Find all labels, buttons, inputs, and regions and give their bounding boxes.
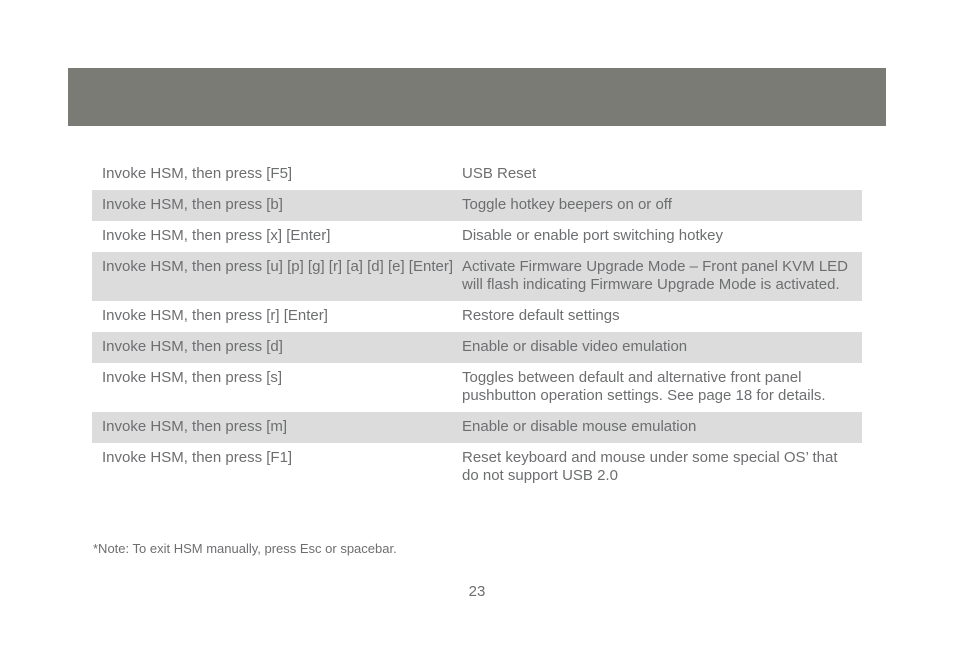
function-cell: Enable or disable mouse emulation	[462, 418, 697, 435]
hotkey-cell: Invoke HSM, then press [u] [p] [g] [r] [a] [d] [e] [Enter]	[102, 258, 453, 275]
table-row	[92, 443, 862, 492]
function-cell: Toggle hotkey beepers on or off	[462, 196, 672, 213]
hotkey-cell: Invoke HSM, then press [s]	[102, 369, 283, 386]
hotkey-cell: Invoke HSM, then press [b]	[102, 196, 283, 213]
hotkey-cell: Invoke HSM, then press [F1]	[102, 449, 293, 466]
hotkey-cell: Invoke HSM, then press [x] [Enter]	[102, 227, 331, 244]
table-row	[92, 363, 862, 412]
header-bar	[68, 68, 886, 126]
table-row	[92, 159, 862, 190]
function-cell: Reset keyboard and mouse under some special OS’ that do not support USB 2.0	[462, 449, 838, 484]
table-row	[92, 252, 862, 301]
table-row	[92, 412, 862, 443]
table-row	[92, 221, 862, 252]
function-cell: Restore default settings	[462, 307, 620, 324]
hotkey-cell: Invoke HSM, then press [m]	[102, 418, 288, 435]
function-cell: Disable or enable port switching hotkey	[462, 227, 723, 244]
page-number: 23	[468, 583, 486, 600]
table-row	[92, 332, 862, 363]
table-row	[92, 301, 862, 332]
function-cell: USB Reset	[462, 165, 537, 182]
exit-hsm-note: *Note: To exit HSM manually, press Esc or spacebar.	[93, 541, 397, 556]
hotkey-table	[92, 159, 862, 492]
hotkey-cell: Invoke HSM, then press [r] [Enter]	[102, 307, 328, 324]
function-cell: Toggles between default and alternative front panel pushbutton operation settings. See page 18 for details.	[462, 369, 826, 404]
table-row	[92, 190, 862, 221]
function-cell: Enable or disable video emulation	[462, 338, 688, 355]
hotkey-cell: Invoke HSM, then press [d]	[102, 338, 283, 355]
function-cell: Activate Firmware Upgrade Mode – Front panel KVM LED will flash indicating Firmware Upgrade Mode is activated.	[462, 258, 848, 293]
hotkey-cell: Invoke HSM, then press [F5]	[102, 165, 293, 182]
